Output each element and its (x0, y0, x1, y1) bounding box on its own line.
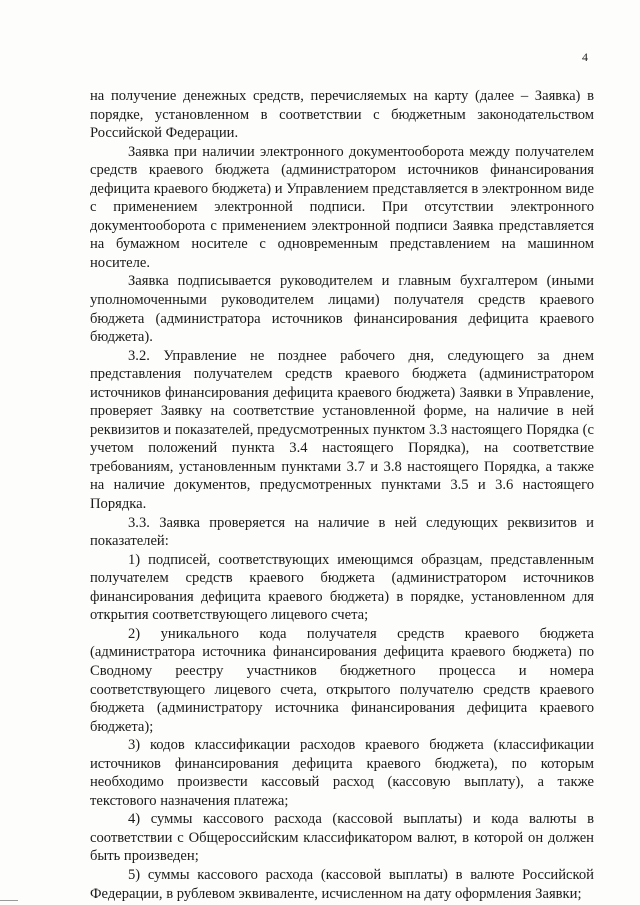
paragraph-3-2: 3.2. Управление не позднее рабочего дня, следующего за днем представления получателем средств краевого бюджета (администратором источников финансирования дефицита краевого бюджета) Заявки в Управление, проверяет Заявку на соответствие установленной форме, на наличие в ней реквизитов и показателей, предусмотренных пунктом 3.3 настоящего Порядка (с учетом положений пункта 3.4 настоящего Порядка), на соответствие требованиям, установленным пунктами 3.7 и 3.8 настоящего Порядка, а также на наличие документов, предусмотренных пунктами 3.5 и 3.6 настоящего Порядка. (90, 347, 594, 513)
list-item-4: 4) суммы кассового расхода (кассовой выплаты) и кода валюты в соответствии с Общероссийским классификатором валют, в которой он должен быть произведен; (90, 811, 594, 865)
paragraph-continuation: на получение денежных средств, перечисляемых на карту (далее – Заявка) в порядке, установленном в соответствии с бюджетным законодательством Российской Федерации. (90, 88, 594, 142)
paragraph-signature: Заявка подписывается руководителем и главным бухгалтером (иными уполномоченными руководителем лицами) получателя средств краевого бюджета (администратора источников финансирования дефицита краевого бюджета). (90, 273, 594, 346)
list-item-3: 3) кодов классификации расходов краевого бюджета (классификации источников финансирования дефицита краевого бюджета), по которым необходимо произвести кассовый расход (кассовую выплату), а также текстового назначения платежа; (90, 737, 594, 809)
list-item-2: 2) уникального кода получателя средств краевого бюджета (администратора источника финансирования дефицита краевого бюджета) по Сводному реестру участников бюджетного процесса и номера соответствующего лицевого счета, открытого получателю средств краевого бюджета (администратору источника финансирования дефицита краевого бюджета); (90, 625, 594, 735)
list-item-5: 5) суммы кассового расхода (кассовой выплаты) в валюте Российской Федерации, в рублевом эквиваленте, исчисленном на дату оформления Заявки; (90, 866, 594, 902)
document-body (90, 87, 594, 903)
paragraph-electronic-submission: Заявка при наличии электронного документооборота между получателем средств краевого бюджета (администратором источников финансирования дефицита краевого бюджета) и Управлением представляется в электронном виде с применением электронной подписи. При отсутствии электронного документооборота с применением электронной подписи Заявка представляется на бумажном носителе с одновременным представлением на машинном носителе. (90, 143, 594, 271)
paragraph-3-3: 3.3. Заявка проверяется на наличие в ней следующих реквизитов и показателей: (90, 514, 594, 550)
list-item-1: 1) подписей, соответствующих имеющимся образцам, представленным получателем средств краевого бюджета (администратором источников финансирования дефицита краевого бюджета) в порядке, установленном для открытия соответствующего лицевого счета; (90, 551, 594, 624)
page-number: 4 (582, 50, 588, 64)
scan-edge-mark (0, 900, 18, 901)
